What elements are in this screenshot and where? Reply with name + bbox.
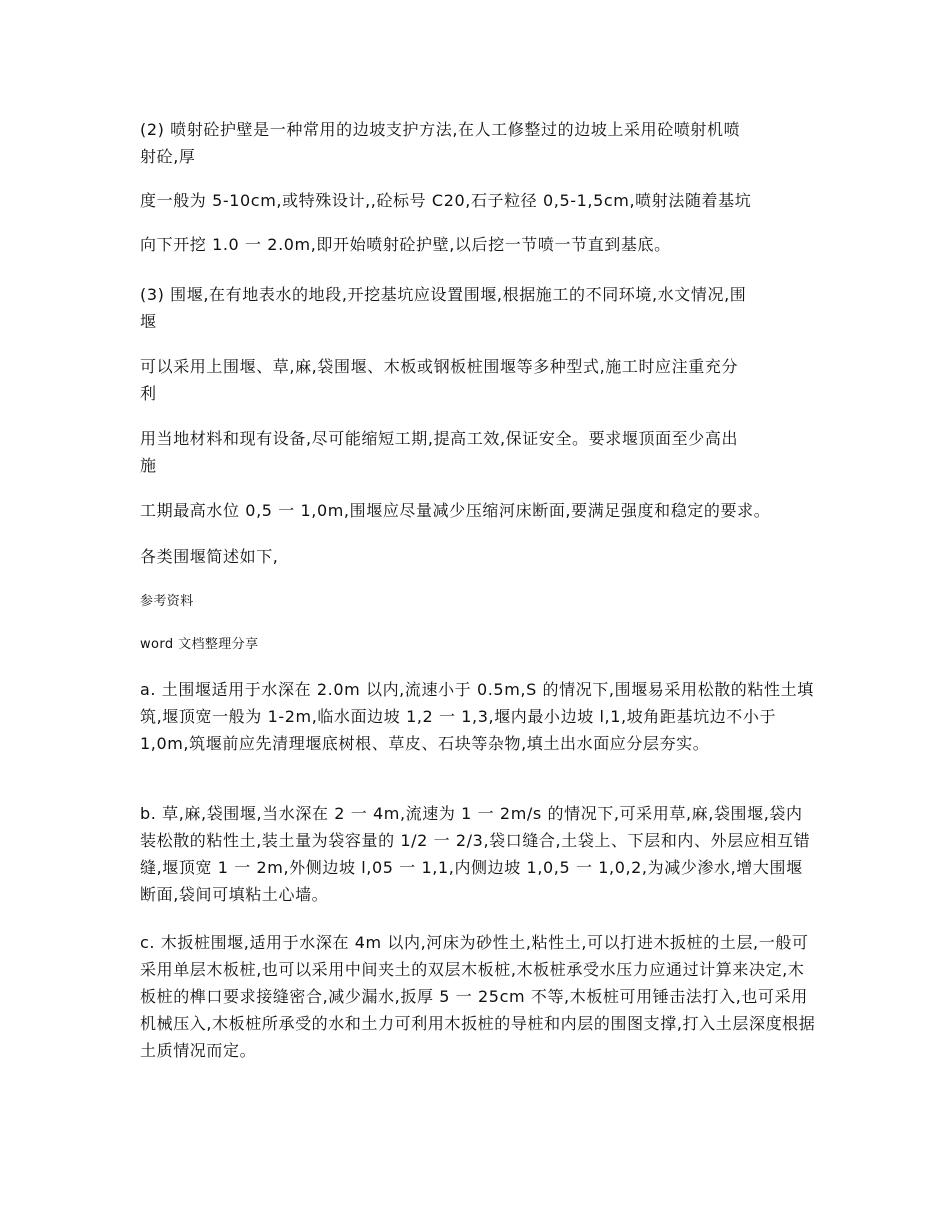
text-line: (2) 喷射砼护壁是一种常用的边坡支护方法,在人工修整过的边坡上采用砼喷射机喷 — [140, 120, 741, 139]
paragraph-b: b. 草,麻,袋围堰,当水深在 2 一 4m,流速为 1 一 2m/s 的情况下,可采用草,麻,袋围堰,袋内装松散的粘性土,装土量为袋容量的 1/2 一 2/3,袋口缝合,土袋上、下层和内、外层应相互错缝,堰顶宽 1 一 2m,外侧边坡 l,05 一 1,1,内侧边坡 1,0,5 一 1,0,2,为减少渗水,增大围堰断面,袋间可填粘土心墙。 — [140, 804, 811, 904]
text-line: 工期最高水位 0,5 一 1,0m,围堰应尽量减少压缩河床断面,要满足强度和稳定的要求。 — [140, 501, 771, 520]
paragraph-a: a. 土围堰适用于水深在 2.0m 以内,流速小于 0.5m,S 的情况下,围堰易采用松散的粘性土填筑,堰顶宽一般为 1-2m,临水面边坡 1,2 一 1,3,堰内最小边坡 l,1,坡角距基坑边不小于 1,0m,筑堰前应先清理堰底树根、草皮、石块等杂物,填土出水面应分层夯实。 — [140, 680, 814, 753]
text-line: 施 — [140, 456, 157, 475]
text-line: 向下开挖 1.0 一 2.0m,即开始喷射砼护壁,以后挖一节喷一节直到基底。 — [140, 235, 671, 254]
text-line: 利 — [140, 384, 157, 403]
text-line: 度一般为 5-10cm,或特殊设计,,砼标号 C20,石子粒径 0,5-1,5cm,喷射法随着基坑 — [140, 191, 752, 210]
text-line: 堰 — [140, 312, 157, 331]
text-line: 可以采用上围堰、草,麻,袋围堰、木板或钢板桩围堰等多种型式,施工时应注重充分 — [140, 357, 739, 376]
text-line: 射砼,厚 — [140, 147, 196, 166]
text-line: 各类围堰简述如下, — [140, 547, 279, 566]
text-line: 用当地材料和现有设备,尽可能缩短工期,提高工效,保证安全。要求堰顶面至少高出 — [140, 429, 739, 448]
reference-label: 参考资料 — [140, 594, 194, 609]
paragraph-c: c. 木扳桩围堰,适用于水深在 4m 以内,河床为砂性土,粘性土,可以打进木扳桩的土层,一般可采用单层木板桩,也可以采用中间夹土的双层木板桩,木板桩承受水压力应通过计算来决定,木板桩的榫口要求接缝密合,减少漏水,扳厚 5 一 25cm 不等,木板桩可用锤击法打入,也可采用机械压入,木板桩所承受的水和土力可利用木扳桩的导桩和内层的围图支撑,打入土层深度根据土质情况而定。 — [140, 933, 816, 1060]
word-note: word 文档整理分享 — [140, 637, 259, 652]
text-line: (3) 围堰,在有地表水的地段,开挖基坑应设置围堰,根据施工的不同环境,水文情况,围 — [140, 285, 747, 304]
